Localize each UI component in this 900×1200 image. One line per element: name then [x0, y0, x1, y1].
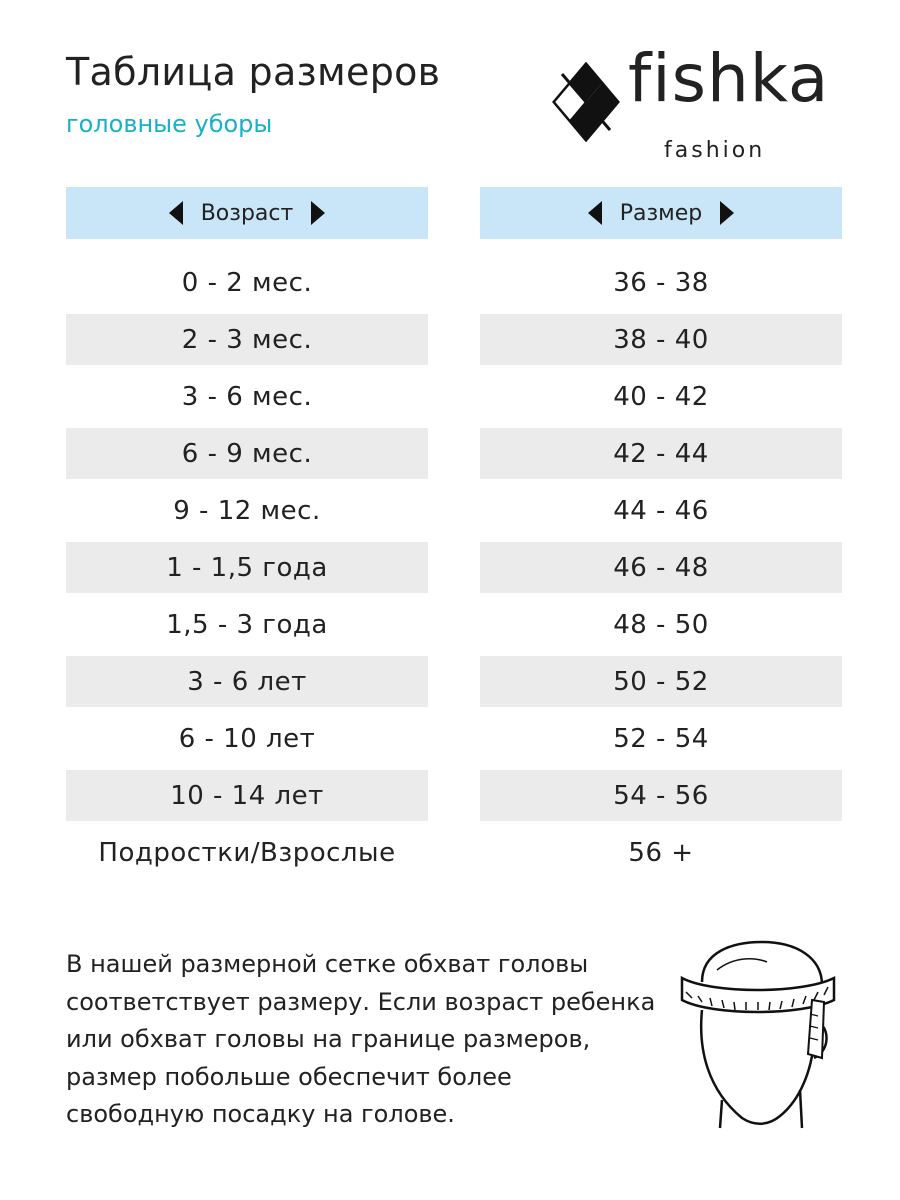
size-rows	[480, 257, 842, 878]
size-column-header	[480, 187, 842, 239]
age-cell: 6 - 9 мес.	[66, 428, 428, 479]
size-cell: 46 - 48	[480, 542, 842, 593]
triangle-left-icon	[588, 201, 602, 225]
logo-tagline: fashion	[664, 138, 766, 163]
size-cell: 42 - 44	[480, 428, 842, 479]
triangle-right-icon	[720, 201, 734, 225]
note-line: соответствует размеру. Если возраст ребенка	[66, 987, 656, 1016]
page-title: Таблица размеров	[66, 50, 441, 94]
fishka-diamond-logo-icon	[552, 62, 620, 142]
age-cell: 3 - 6 лет	[66, 656, 428, 707]
age-cell: 1 - 1,5 года	[66, 542, 428, 593]
note-line: свободную посадку на голове.	[66, 1100, 455, 1128]
age-column-header	[66, 187, 428, 239]
age-rows	[66, 257, 428, 878]
age-cell: 3 - 6 мес.	[181, 381, 313, 412]
age-cell: Подростки/Взрослые	[98, 837, 396, 868]
size-cell: 52 - 54	[613, 723, 709, 754]
age-header-label: Возраст	[200, 200, 294, 226]
size-column	[480, 187, 842, 884]
logo-wordmark: fishka	[628, 40, 830, 117]
size-cell: 38 - 40	[480, 314, 842, 365]
size-cell: 54 - 56	[480, 770, 842, 821]
age-cell: 0 - 2 мес.	[181, 267, 313, 298]
age-cell: 10 - 14 лет	[66, 770, 428, 821]
age-cell: 6 - 10 лет	[178, 723, 316, 754]
triangle-right-icon	[311, 201, 325, 225]
size-header-label: Размер	[619, 200, 703, 226]
size-cell: 56 +	[628, 837, 694, 868]
sizing-note	[66, 946, 666, 1134]
triangle-left-icon	[169, 201, 183, 225]
note-line: или обхват головы на границе размеров,	[66, 1025, 591, 1053]
page-subtitle: головные уборы	[66, 110, 273, 138]
size-cell: 36 - 38	[613, 267, 709, 298]
size-cell: 48 - 50	[613, 609, 709, 640]
size-cell: 40 - 42	[613, 381, 709, 412]
age-cell: 1,5 - 3 года	[166, 609, 328, 640]
note-line: размер побольше обеспечит более	[66, 1062, 512, 1091]
note-line: В нашей размерной сетке обхват головы	[66, 950, 589, 978]
size-cell: 44 - 46	[613, 495, 709, 526]
size-cell: 50 - 52	[480, 656, 842, 707]
age-cell: 9 - 12 мес.	[173, 495, 321, 526]
brand-logo	[552, 40, 842, 166]
head-measuring-tape-icon	[672, 940, 842, 1130]
age-column	[66, 187, 428, 884]
age-cell: 2 - 3 мес.	[66, 314, 428, 365]
